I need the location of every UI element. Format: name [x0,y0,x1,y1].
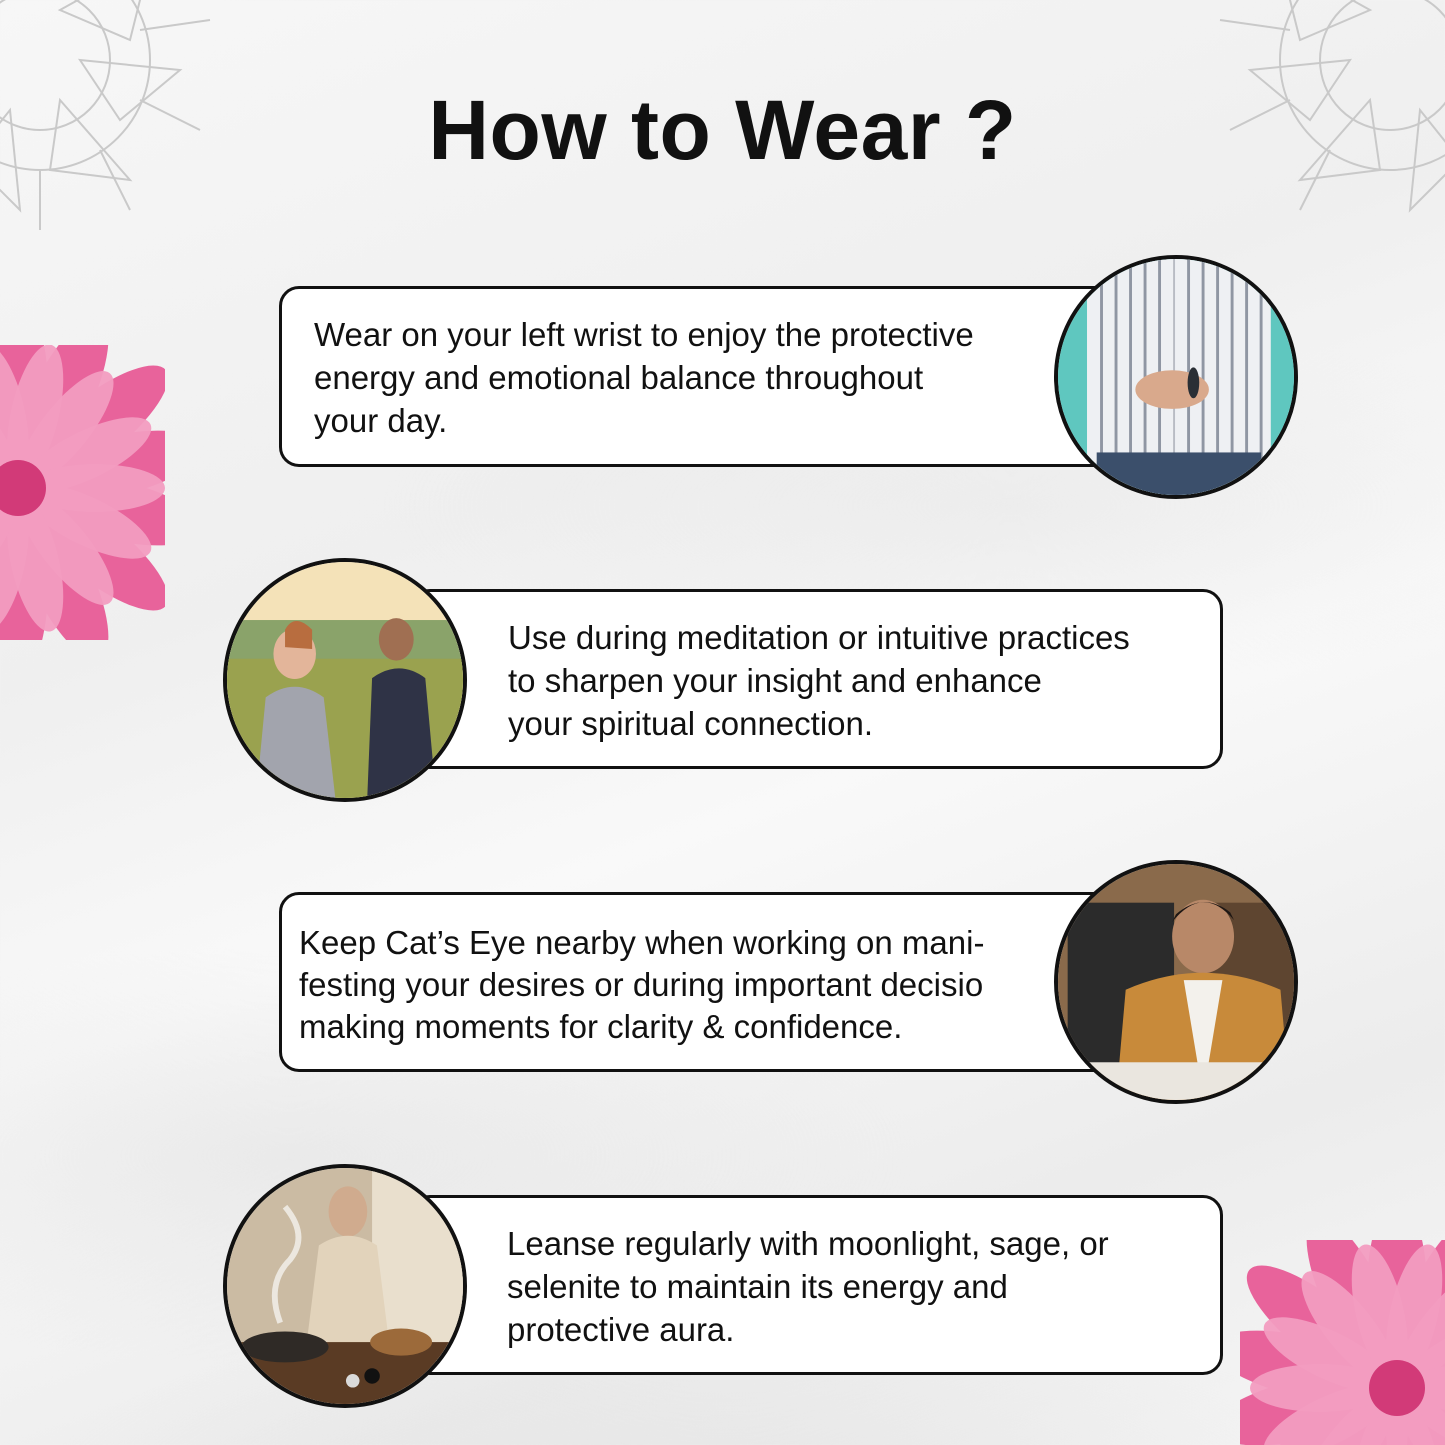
step-card-3 [279,892,1129,1072]
pink-flower-decoration-left [0,345,165,640]
cleansing-ritual-photo [227,1168,463,1404]
meditation-photo [227,562,463,798]
step-card-1 [279,286,1129,467]
step-photo-4 [223,1164,467,1408]
pink-flower-decoration-bottom-right [1240,1240,1445,1445]
page-title: How to Wear ? [428,83,1017,177]
step-photo-3 [1054,860,1298,1104]
step-photo-2 [223,558,467,802]
person-with-bracelet-photo [1058,259,1294,495]
step-text-4: Leanse regularly with moonlight, sage, or selenite to maintain its energy and protective aura. [507,1225,1109,1348]
step-text-1: Wear on your left wrist to enjoy the protective energy and emotional balance throughout your day. [314,316,974,439]
step-text-3: Keep Cat’s Eye nearby when working on mani- festing your desires or during important decisio making moments for clarity & confidence. [299,924,985,1045]
step-card-2 [410,589,1223,769]
step-photo-1 [1054,255,1298,499]
flower-center [1369,1360,1425,1416]
man-at-desk-photo [1058,864,1294,1100]
step-card-4 [410,1195,1223,1375]
step-text-2: Use during meditation or intuitive practices to sharpen your insight and enhance your spiritual connection. [508,619,1130,742]
